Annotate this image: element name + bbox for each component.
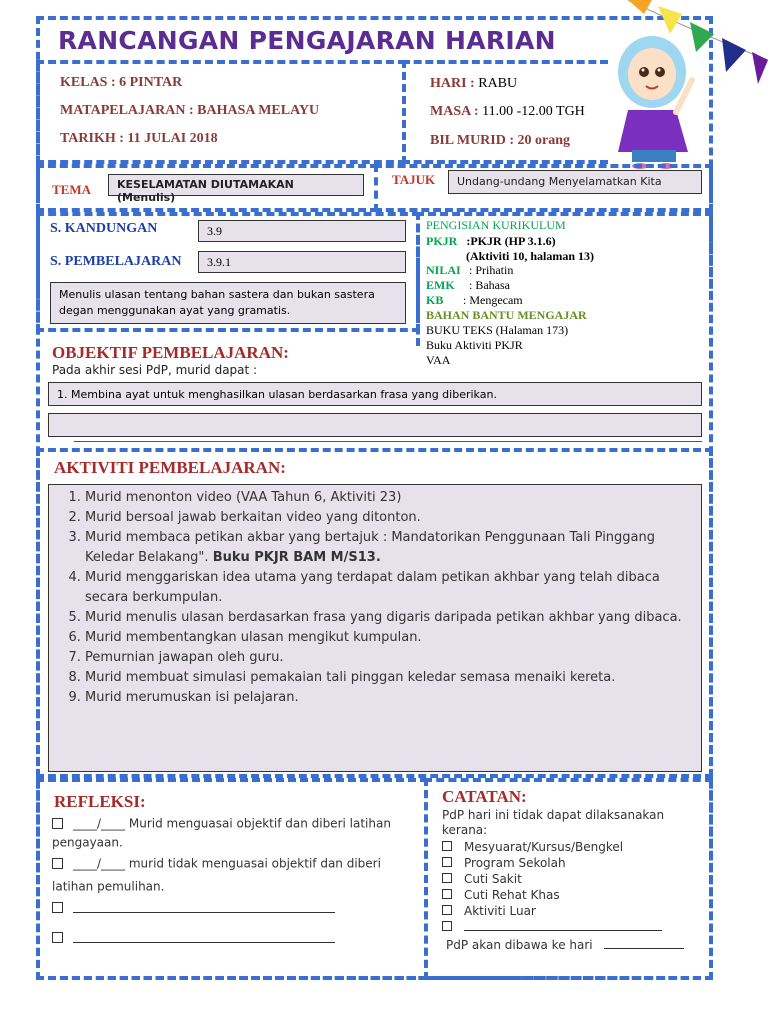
catatan-footer-line[interactable] — [604, 948, 684, 949]
flag-purple — [752, 52, 768, 84]
masa-label: MASA : — [430, 104, 479, 119]
flag-blue — [722, 38, 746, 72]
refleksi-text: ____/____ Murid menguasai objektif dan diberi latihan pengayaan. — [52, 816, 391, 849]
page-title: RANCANGAN PENGAJARAN HARIAN — [58, 26, 556, 55]
bbm-item: BUKU TEKS (Halaman 173) — [426, 323, 569, 337]
catatan-footer-text: PdP akan dibawa ke hari — [446, 938, 593, 952]
kb-value: : Mengecam — [463, 293, 523, 307]
catatan-option-label: Cuti Rehat Khas — [464, 888, 560, 902]
aktiviti-list — [49, 488, 693, 708]
nilai-value: : Prihatin — [469, 263, 514, 277]
masa-value: 11.00 -12.00 TGH — [482, 104, 585, 119]
refleksi-text: ____/____ murid tidak menguasai objektif dan diberi latihan pemulihan. — [52, 856, 381, 893]
objektif-heading: OBJEKTIF PEMBELAJARAN: — [52, 343, 289, 362]
catatan-intro: PdP hari ini tidak dapat dilaksanakan kerana: — [442, 808, 665, 837]
catatan-option-label: Program Sekolah — [464, 856, 566, 870]
tema-value: KESELAMATAN DIUTAMAKAN (Menulis) — [108, 174, 364, 196]
checkbox-icon[interactable] — [442, 921, 452, 931]
catatan-option[interactable] — [442, 872, 522, 886]
catatan-footer — [446, 938, 684, 952]
checkbox-icon[interactable] — [52, 932, 63, 943]
refleksi-blank-line[interactable] — [73, 912, 335, 913]
emk-row — [426, 278, 510, 293]
list-item-text: Murid membaca petikan akbar yang bertajuk : Mandatorikan Penggunaan Tali Pinggang Keledar Belakang". — [85, 530, 656, 565]
checkbox-icon[interactable] — [52, 902, 63, 913]
bbm-item: Buku Aktiviti PKJR — [426, 338, 523, 352]
pkjr-detail: (Aktiviti 10, halaman 13) — [466, 249, 595, 263]
catatan-option[interactable] — [442, 904, 536, 918]
refleksi-item[interactable] — [52, 814, 412, 851]
catatan-option[interactable] — [442, 856, 566, 870]
list-item-bold: Buku PKJR BAM M/S13. — [212, 550, 381, 565]
hari-value: RABU — [478, 76, 518, 91]
catatan-blank-option[interactable] — [442, 920, 662, 934]
emk-value: : Bahasa — [469, 278, 510, 292]
objektif-intro: Pada akhir sesi PdP, murid dapat : — [52, 363, 258, 377]
list-item — [85, 528, 693, 568]
matapelajaran-field: MATAPELAJARAN : BAHASA MELAYU — [60, 103, 320, 118]
objektif-item: 1. Membina ayat untuk menghasilkan ulasan berdasarkan frasa yang diberikan. — [48, 382, 702, 406]
list-item: 9. Murid merumuskan isi pelajaran. — [85, 688, 693, 708]
tajuk-label: TAJUK — [392, 172, 436, 187]
pkjr-value: :PKJR (HP 3.1.6) — [466, 234, 556, 248]
catatan-option-label: Mesyuarat/Kursus/Bengkel — [464, 840, 624, 854]
list-item: 6. Murid membentangkan ulasan mengikut kumpulan. — [85, 628, 693, 648]
catatan-option[interactable] — [442, 888, 560, 902]
hari-field — [430, 76, 517, 92]
checkbox-icon[interactable] — [442, 889, 452, 899]
objektif-empty-row — [48, 413, 702, 437]
checkbox-icon[interactable] — [442, 905, 452, 915]
nilai-row — [426, 263, 513, 278]
kb-row — [426, 293, 523, 308]
kandungan-value: 3.9 — [198, 220, 406, 242]
flag-orange — [628, 0, 652, 14]
list-item: 2. Murid bersoal jawab berkaitan video yang ditonton. — [85, 508, 693, 528]
checkbox-icon[interactable] — [442, 857, 452, 867]
pkjr-row — [426, 234, 556, 249]
refleksi-blank-item[interactable] — [52, 902, 335, 916]
list-item: 7. Pemurnian jawapan oleh guru. — [85, 648, 693, 668]
standard-description: Menulis ulasan tentang bahan sastera dan bukan sastera degan menggunakan ayat yang gramatis. — [50, 282, 406, 324]
list-item: 4. Murid menggariskan idea utama yang terdapat dalam petikan akhbar yang telah dibaca secara berkumpulan. — [85, 568, 693, 608]
nilai-label: NILAI — [426, 263, 461, 277]
bil-murid-field: BIL MURID : 20 orang — [430, 133, 571, 148]
catatan-option-label: Aktiviti Luar — [464, 904, 536, 918]
pembelajaran-value: 3.9.1 — [198, 251, 406, 273]
hari-label: HARI : — [430, 76, 475, 91]
checkbox-icon[interactable] — [442, 873, 452, 883]
refleksi-heading: REFLEKSI: — [54, 792, 146, 811]
catatan-heading: CATATAN: — [442, 787, 527, 806]
emk-label: EMK — [426, 278, 455, 292]
kandungan-label: S. KANDUNGAN — [50, 221, 158, 236]
checkbox-icon[interactable] — [52, 858, 63, 869]
list-item: 1. Murid menonton video (VAA Tahun 6, Aktiviti 23) — [85, 488, 693, 508]
kb-label: KB — [426, 293, 444, 307]
list-item: 8. Murid membuat simulasi pemakaian tali pinggan keledar semasa menaiki kereta. — [85, 668, 693, 688]
bbm-item: VAA — [426, 353, 451, 367]
bbm-heading: BAHAN BANTU MENGAJAR — [426, 308, 587, 322]
catatan-option-label: Cuti Sakit — [464, 872, 522, 886]
objektif-underline — [74, 441, 702, 442]
tajuk-value: Undang-undang Menyelamatkan Kita — [448, 170, 702, 194]
aktiviti-list-box — [48, 484, 702, 772]
checkbox-icon[interactable] — [52, 818, 63, 829]
pkjr-label: PKJR — [426, 234, 458, 248]
girl-illustration — [606, 20, 702, 170]
catatan-option[interactable] — [442, 840, 623, 854]
aktiviti-heading: AKTIVITI PEMBELAJARAN: — [54, 458, 286, 477]
refleksi-blank-line[interactable] — [73, 942, 335, 943]
list-item: 5. Murid menulis ulasan berdasarkan frasa yang digaris daripada petikan akhbar yang dibaca. — [85, 608, 693, 628]
refleksi-blank-item[interactable] — [52, 932, 335, 946]
masa-field — [430, 104, 585, 120]
refleksi-item[interactable] — [52, 852, 412, 897]
catatan-blank-line[interactable] — [464, 930, 662, 931]
tarikh-field: TARIKH : 11 JULAI 2018 — [60, 131, 218, 146]
kurikulum-heading: PENGISIAN KURIKULUM — [426, 218, 566, 232]
checkbox-icon[interactable] — [442, 841, 452, 851]
pembelajaran-label: S. PEMBELAJARAN — [50, 254, 182, 269]
kelas-field: KELAS : 6 PINTAR — [60, 75, 183, 90]
tema-label: TEMA — [52, 182, 91, 197]
